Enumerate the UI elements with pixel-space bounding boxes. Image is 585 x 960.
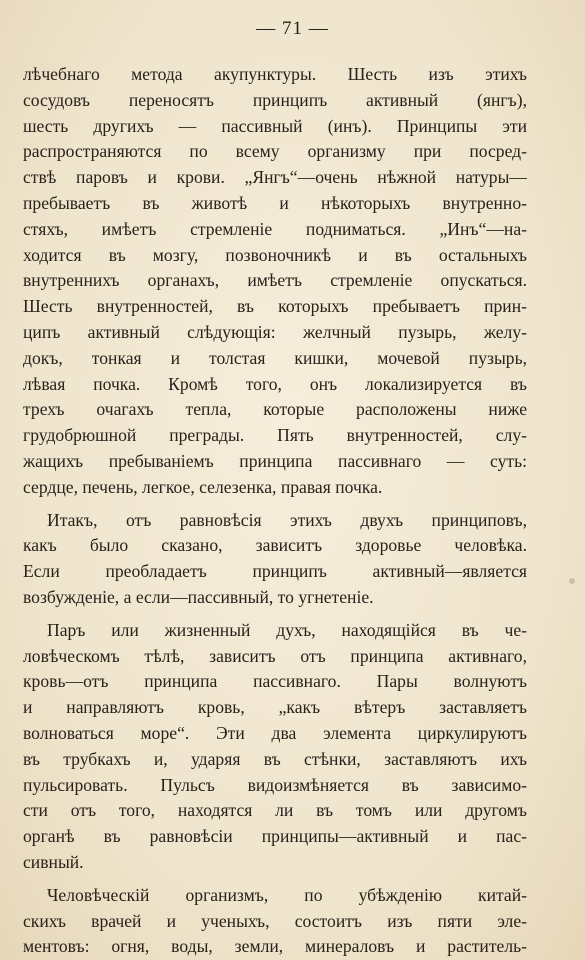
paragraph-3 [23, 618, 527, 876]
text-line: распространяются по всему организму при посред- [23, 141, 527, 162]
text-line: Итакъ, отъ равновѣсія этихъ двухъ принциповъ, [47, 509, 527, 530]
text-line: Человѣческій организмъ, по убѣжденію китай- [47, 884, 527, 905]
text-line: трехъ очагахъ тепла, которые расположены ниже [23, 399, 527, 420]
text-line: стяхъ, имѣетъ стремленіе подниматься. „Инъ“—на- [23, 218, 527, 239]
text-line: грудобрюшной преграды. Пять внутренностей, слу- [23, 425, 527, 446]
text-line: сердце, печень, легкое, селезенка, правая почка. [23, 476, 383, 497]
text-line: въ трубкахъ и, ударяя въ стѣнки, заставляютъ ихъ [23, 748, 527, 769]
text-line: и направляютъ кровь, „какъ вѣтеръ заставляетъ [23, 697, 527, 718]
text-line: органѣ въ равновѣсіи принципы—активный и пас- [23, 826, 527, 847]
page-number: — 71 — [256, 18, 329, 39]
text-line: жащихъ пребываніемъ принципа пассивнаго — суть: [23, 450, 527, 471]
text-line: лѣвая почка. Кромѣ того, онъ локализируется въ [23, 373, 527, 394]
paper-spot [569, 578, 575, 584]
text-line: Шесть внутренностей, въ которыхъ пребываетъ прин- [23, 296, 527, 317]
text-line: возбужденіе, а если—пассивный, то угнетеніе. [23, 586, 374, 607]
page-body [23, 62, 527, 960]
text-line: лѣчебнаго метода акупунктуры. Шесть изъ этихъ [23, 64, 527, 84]
text-line: шесть другихъ — пассивный (инъ). Принципы эти [23, 115, 527, 136]
text-line: сивный. [23, 851, 84, 872]
text-line: кровь—отъ принципа пассивнаго. Пары волнуютъ [23, 671, 527, 692]
text-line: волноваться море“. Эти два элемента циркулируютъ [23, 722, 527, 743]
text-line: ствѣ паровъ и крови. „Янгъ“—очень нѣжной натуры— [23, 167, 527, 188]
text-line: Если преобладаетъ принципъ активный—является [23, 561, 527, 582]
paragraph-4 [23, 883, 527, 960]
text-line: сосудовъ переносятъ принципъ активный (янгъ), [23, 89, 527, 110]
text-line: ципъ активный слѣдующія: желчный пузырь, желу- [23, 321, 527, 342]
paragraph-1 [23, 62, 527, 501]
text-line: докъ, тонкая и толстая кишки, мочевой пузырь, [23, 347, 527, 368]
paragraph-2 [23, 508, 527, 611]
text-line: какъ было сказано, зависитъ здоровье человѣка. [23, 535, 527, 556]
text-line: Паръ или жизненный духъ, находящійся въ че- [47, 619, 527, 640]
text-line: сти отъ того, находятся ли въ томъ или другомъ [23, 800, 527, 821]
text-line: пребываетъ въ животѣ и нѣкоторыхъ внутренно- [23, 192, 527, 213]
text-line: скихъ врачей и ученыхъ, состоитъ изъ пяти эле- [23, 910, 527, 931]
text-line: ходится въ мозгу, позвоночникѣ и въ остальныхъ [23, 244, 527, 265]
text-line: ментовъ: огня, воды, земли, минераловъ и раститель- [23, 936, 527, 957]
text-line: внутреннихъ органахъ, имѣетъ стремленіе опускаться. [23, 270, 527, 291]
text-line: ловѣческомъ тѣлѣ, зависитъ отъ принципа активнаго, [23, 645, 527, 666]
text-line: пульсировать. Пульсъ видоизмѣняется въ зависимо- [23, 774, 527, 795]
